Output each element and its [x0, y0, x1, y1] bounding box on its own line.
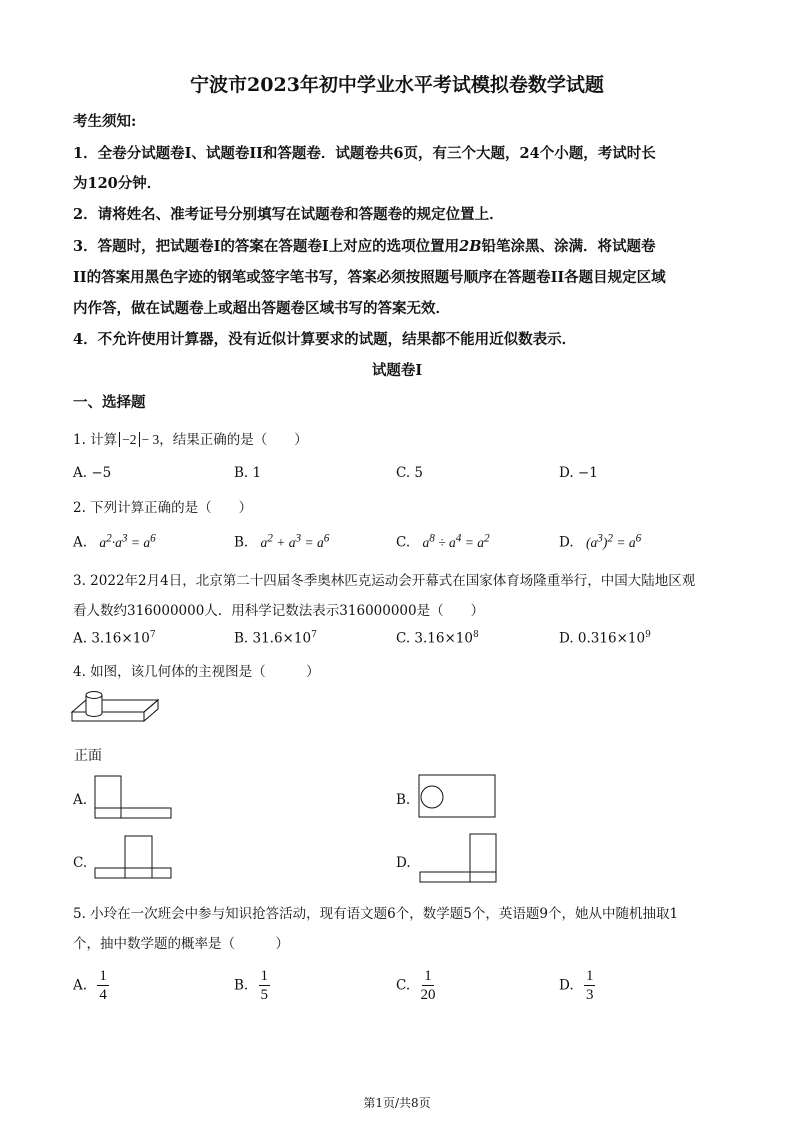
question-5-line-2: 个，抽中数学题的概率是（ ）	[73, 936, 289, 952]
q4-option-d-label: D.	[396, 855, 411, 871]
q5-option-c: C. $\frac{1}{20}$	[396, 968, 436, 1003]
question-2-stem: 2. 下列计算正确的是（ ）	[73, 500, 253, 516]
q2-option-c: C. $a^8 \div a^4 = a^2$	[396, 532, 490, 551]
q1-option-d: D. −1	[559, 465, 598, 481]
q3-option-c: C. $3.16\times 10^8$	[396, 630, 479, 647]
notice-item-3-pencil: 2B	[459, 238, 482, 255]
page-footer: 第1页/共8页	[363, 1096, 431, 1110]
part-title: 一、选择题	[73, 394, 146, 411]
notice-item-3-text-c: 铅笔涂黑、涂满．将试题卷	[481, 238, 656, 255]
question-3-line-1: 3. 2022年2月4日，北京第二十四届冬季奥林匹克运动会开幕式在国家体育场隆重举行，中国大陆地区观	[73, 573, 696, 589]
q4-option-b-figure	[419, 775, 499, 820]
q1-option-a: A. −5	[73, 465, 112, 481]
notice-item-1-line-2: 为120分钟．	[73, 175, 162, 192]
question-3-line-2: 看人数约316000000人．用科学记数法表示316000000是（ ）	[73, 603, 485, 619]
q4-option-d-figure	[420, 834, 500, 884]
q3-option-b: B. $31.6\times 10^7$	[234, 630, 317, 647]
q1-abs-value: −2	[119, 432, 139, 447]
notice-item-3-text-a: 3．答题时，把试题卷I的答案在答题卷I上对应的选项位置用	[73, 238, 460, 255]
q4-option-c-label: C.	[73, 855, 88, 871]
notice-item-3-line-2: II的答案用黑色字迹的钢笔或签字笔书写，答案必须按照题号顺序在答题卷II各题目规定区域	[73, 269, 666, 286]
q2-option-b: B. $a^2 + a^3 = a^6$	[234, 532, 330, 551]
q3-option-d: D. $0.316\times 10^9$	[559, 630, 651, 647]
q2-option-d-label: D.	[559, 534, 574, 551]
q2-option-a-label: A.	[73, 534, 88, 551]
q4-front-label: 正面	[74, 748, 102, 764]
notice-item-1-line-1: 1．全卷分试题卷I、试题卷II和答题卷．试题卷共6页，有三个大题，24个小题，考试时长	[73, 145, 656, 162]
q4-option-a-label: A.	[73, 792, 88, 808]
notice-heading: 考生须知:	[73, 113, 137, 130]
q1-option-b: B. 1	[234, 465, 262, 481]
q4-option-b-label: B.	[396, 792, 411, 808]
notice-item-2: 2．请将姓名、准考证号分别填写在试题卷和答题卷的规定位置上．	[73, 206, 504, 223]
section-title: 试题卷I	[371, 362, 423, 379]
page-title: 宁波市2023年初中学业水平考试模拟卷数学试题	[190, 74, 604, 96]
q1-suffix: ，结果正确的是（ ）	[159, 432, 308, 448]
q1-expression-rest: − 3	[141, 432, 160, 447]
question-5-line-1: 5. 小玲在一次班会中参与知识抢答活动，现有语文题6个，数学题5个，英语题9个，她从中随机抽取1	[73, 906, 679, 922]
question-4-stem: 4. 如图，该几何体的主视图是（ ）	[73, 664, 320, 680]
notice-item-3-line-3: 内作答，做在试题卷上或超出答题卷区域书写的答案无效．	[73, 300, 450, 317]
q2-option-c-label: C.	[396, 534, 411, 551]
q5-option-b: B. $\frac{1}{5}$	[234, 968, 269, 1003]
q4-solid-figure	[72, 690, 162, 740]
q2-option-a: A. $a^2\cdot a^3 = a^6$	[73, 532, 156, 551]
q2-option-b-label: B.	[234, 534, 249, 551]
q2-option-d: D. $(a^3)^2 = a^6$	[559, 532, 642, 551]
q1-prefix: 1. 计算	[73, 432, 118, 448]
q3-option-a: A. $3.16\times 10^7$	[73, 630, 156, 647]
q5-option-a: A. $\frac{1}{4}$	[73, 968, 107, 1003]
question-1-stem	[73, 428, 308, 448]
notice-item-3-line-1	[73, 235, 656, 256]
notice-item-4: 4．不允许使用计算器，没有近似计算要求的试题，结果都不能用近似数表示．	[73, 331, 577, 348]
q4-option-a-figure	[95, 776, 175, 821]
q4-option-c-figure	[95, 836, 175, 881]
q5-option-d: D. $\frac{1}{3}$	[559, 968, 594, 1003]
q1-option-c: C. 5	[396, 465, 424, 481]
